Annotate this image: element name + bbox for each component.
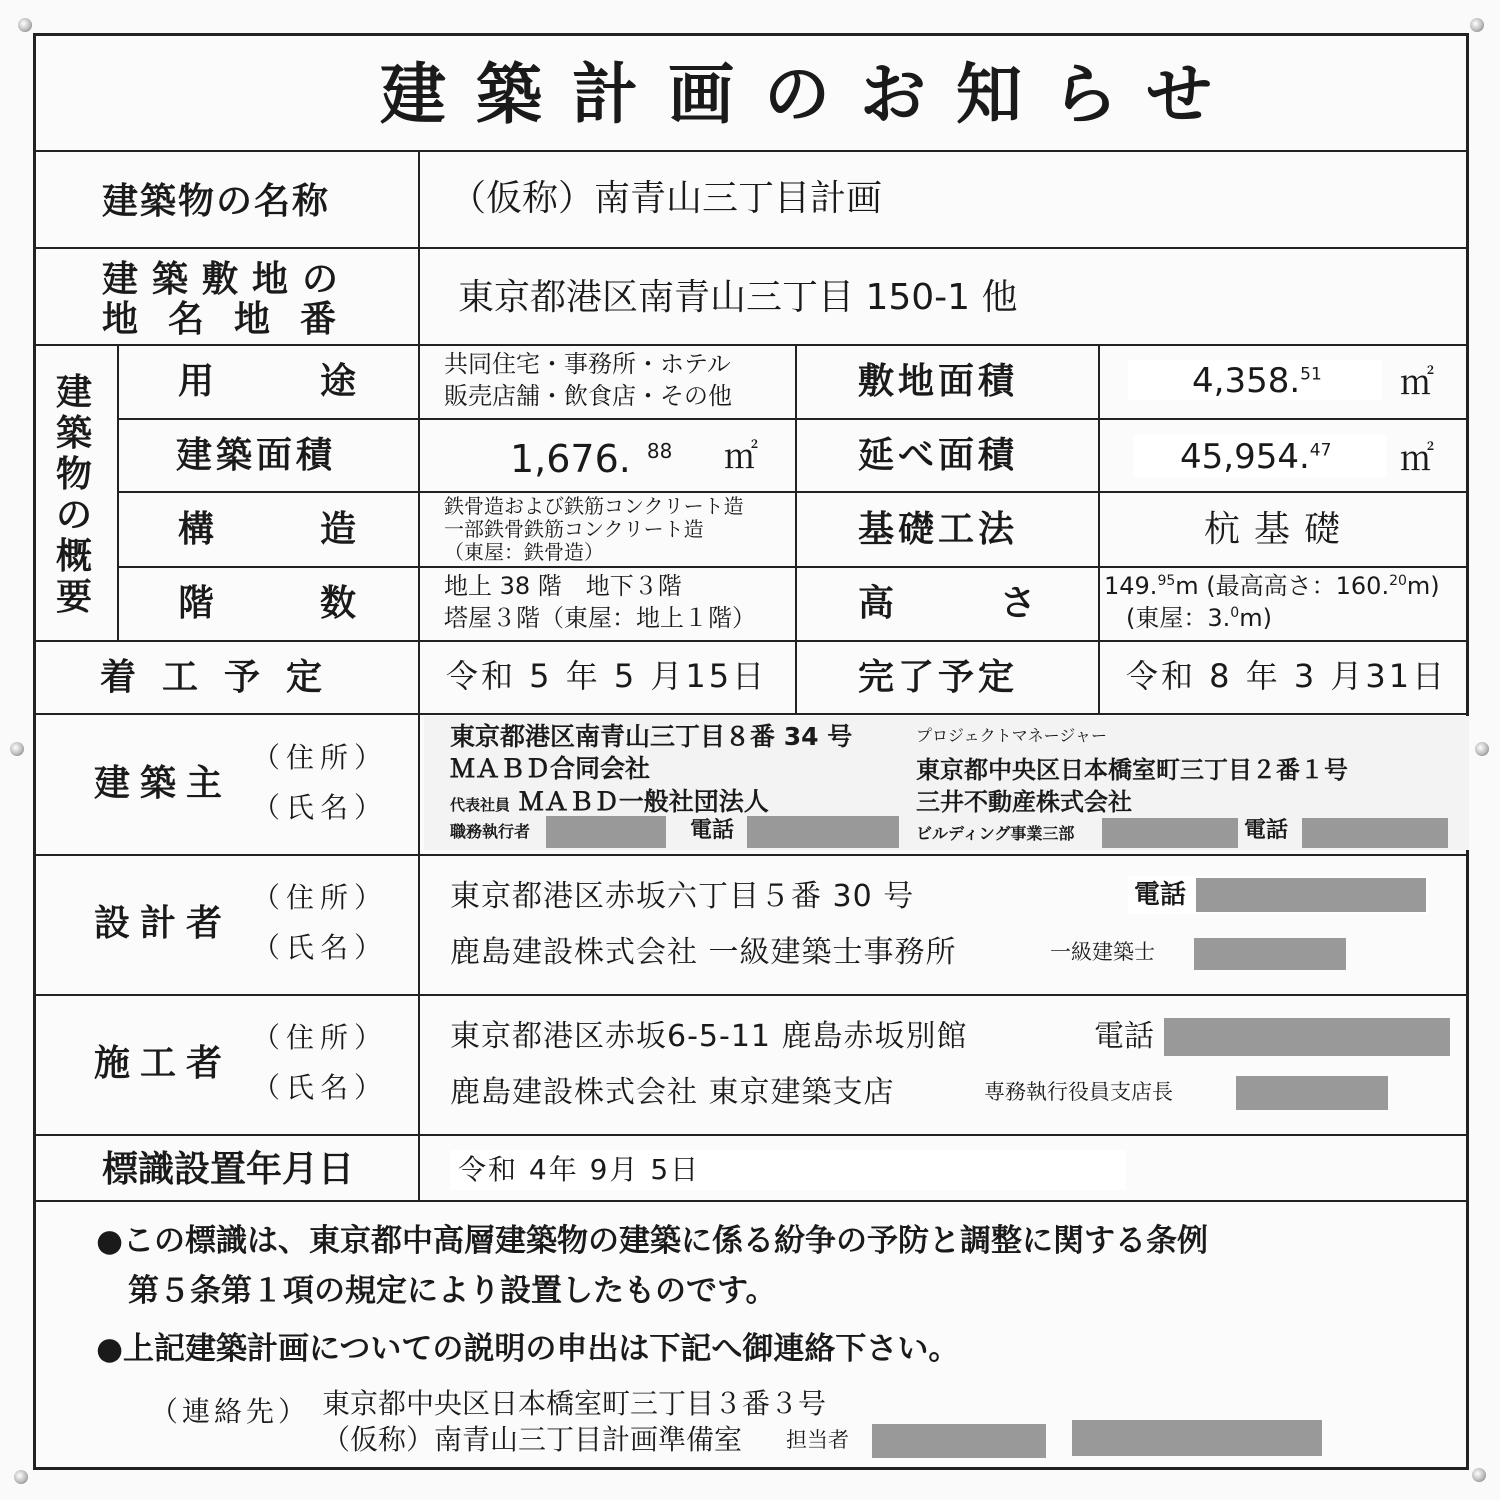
floors-value-line1: 地上 38 階 地下３階 (444, 572, 682, 600)
designer-label: 設計者 (94, 903, 233, 944)
contractor-manager-label: 専務執行役員支店長 (984, 1080, 1173, 1104)
owner-address: 東京都港区南青山三丁目８番 34 号 (450, 722, 853, 751)
contractor-phone-label: 電話 (1094, 1019, 1154, 1054)
floor-area-unit: ㎡ (1400, 439, 1434, 479)
designer-address: 東京都港区赤坂六丁目５番 30 号 (450, 879, 915, 914)
building-area-value: 1,676. $^{88}$ (510, 437, 673, 481)
site-area-unit: ㎡ (1400, 363, 1434, 403)
designer-company: 鹿島建設株式会社 一級建築士事務所 (450, 935, 957, 970)
completion-label: 完了予定 (858, 657, 1019, 698)
divider (33, 713, 1469, 715)
contractor-address: 東京都港区赤坂6-5-11 鹿島赤坂別館 (450, 1019, 968, 1054)
floors-label-a: 階 (178, 583, 215, 624)
divider (1098, 344, 1100, 713)
height-label-b: さ (1000, 583, 1037, 624)
pm-phone-label: 電話 (1244, 818, 1289, 843)
floors-label-b: 数 (320, 583, 357, 624)
designer-architect-label: 一級建築士 (1050, 940, 1155, 964)
height-label-a: 高 (858, 583, 895, 624)
divider (117, 418, 1469, 420)
redaction (1072, 1420, 1322, 1456)
owner-rep: 代表社員 ＭＡＢＤ一般社団法人 (450, 787, 769, 816)
divider (33, 994, 1469, 996)
divider (33, 247, 1469, 249)
height-value-line1: 149.95m (最高高さ：160.20m) (1104, 572, 1440, 600)
screw-icon (1470, 18, 1484, 32)
building-area-unit: ㎡ (724, 437, 758, 477)
redaction (1102, 818, 1238, 848)
owner-label: 建築主 (94, 763, 233, 804)
site-area-value: 4,358.51 (1192, 361, 1322, 401)
building-name-value: （仮称）南青山三丁目計画 (450, 178, 883, 219)
use-label-b: 途 (320, 361, 357, 402)
contractor-company: 鹿島建設株式会社 東京建築支店 (450, 1075, 895, 1110)
redaction (1236, 1076, 1388, 1110)
floors-value-line2: 塔屋３階（東屋：地上１階） (444, 604, 756, 632)
floor-area-value: 45,954.47 (1180, 437, 1332, 477)
sign-title: 建築計画のお知らせ (380, 56, 1243, 133)
divider (418, 150, 420, 1200)
divider (117, 344, 119, 640)
designer-phone-label: 電話 (1134, 880, 1187, 910)
building-name-label: 建築物の名称 (102, 181, 331, 222)
installation-date-value: 令和 4年 9月 5日 (458, 1153, 701, 1186)
redaction (872, 1424, 1046, 1458)
structure-value-line2: 一部鉄骨鉄筋コンクリート造 (444, 517, 704, 541)
redaction (1194, 938, 1346, 970)
contact-office: （仮称）南青山三丁目計画準備室 (322, 1423, 743, 1456)
start-label: 着工予定 (100, 657, 349, 698)
start-value: 令和 5 年 5 月15日 (446, 657, 768, 695)
use-value-line1: 共同住宅・事務所・ホテル (444, 350, 731, 378)
redaction (546, 816, 666, 848)
pm-label: プロジェクトマネージャー (916, 726, 1108, 745)
contact-address: 東京都中央区日本橋室町三丁目３番３号 (322, 1387, 827, 1420)
owner-executive-label: 職務執行者 (450, 822, 531, 841)
use-value-line2: 販売店舗・飲食店・その他 (444, 382, 732, 410)
site-address-value: 東京都港区南青山三丁目 150-1 他 (458, 277, 1018, 318)
contractor-address-label: （住所） (252, 1021, 389, 1054)
redaction (1196, 878, 1426, 912)
structure-label-b: 造 (320, 509, 357, 550)
note-1-line1: ●この標識は、東京都中高層建築物の建築に係る紛争の予防と調整に関する条例 (96, 1223, 1209, 1259)
divider (117, 566, 1469, 568)
foundation-label: 基礎工法 (858, 509, 1019, 550)
redaction (1164, 1018, 1450, 1056)
pm-address: 東京都中央区日本橋室町三丁目２番１号 (916, 756, 1348, 784)
pm-dept: ビルディング事業三部 (916, 824, 1075, 843)
structure-value-line3: （東屋：鉄骨造） (444, 540, 604, 564)
contact-person-label: 担当者 (786, 1428, 849, 1452)
divider (117, 491, 1469, 493)
divider (33, 1200, 1469, 1202)
pm-company: 三井不動産株式会社 (916, 788, 1132, 816)
screw-icon (1475, 742, 1489, 756)
owner-name-label: （氏名） (252, 791, 389, 824)
designer-address-label: （住所） (252, 881, 389, 914)
installation-date-label: 標識設置年月日 (102, 1149, 355, 1190)
contractor-name-label: （氏名） (252, 1071, 389, 1104)
note-2: ●上記建築計画についての説明の申出は下記へ御連絡下さい。 (96, 1331, 960, 1367)
use-label-a: 用 (178, 361, 215, 402)
contractor-label: 施工者 (94, 1043, 233, 1084)
screw-icon (18, 18, 32, 32)
divider (33, 854, 1469, 856)
structure-value-line1: 鉄骨造および鉄筋コンクリート造 (444, 494, 744, 518)
owner-company: ＭＡＢＤ合同会社 (450, 754, 651, 783)
divider (795, 344, 797, 713)
divider (33, 640, 1469, 642)
divider (33, 150, 1469, 152)
screw-icon (14, 1470, 28, 1484)
divider (33, 344, 1469, 346)
overview-vertical-label: 建築物の概要 (56, 372, 93, 618)
divider (33, 1134, 1469, 1136)
structure-label-a: 構 (178, 509, 215, 550)
note-1-line2: 第５条第１項の規定により設置したものです。 (128, 1273, 777, 1309)
contact-label: （連絡先） (150, 1395, 311, 1428)
site-address-label-line1: 建築敷地の (102, 259, 353, 300)
designer-name-label: （氏名） (252, 931, 389, 964)
screw-icon (1472, 1468, 1486, 1482)
completion-value: 令和 8 年 3 月31日 (1126, 657, 1448, 695)
building-area-label: 建築面積 (176, 435, 337, 476)
redaction (747, 816, 899, 848)
foundation-value: 杭基礎 (1204, 509, 1355, 550)
redaction (1302, 818, 1448, 848)
floor-area-label: 延べ面積 (858, 435, 1019, 476)
site-area-label: 敷地面積 (858, 361, 1019, 402)
owner-phone-label: 電話 (690, 818, 735, 843)
owner-address-label: （住所） (252, 741, 389, 774)
screw-icon (10, 742, 24, 756)
site-address-label-line2: 地名地番 (102, 299, 367, 340)
height-value-line2: (東屋：3.$^0$m) (1126, 604, 1272, 632)
